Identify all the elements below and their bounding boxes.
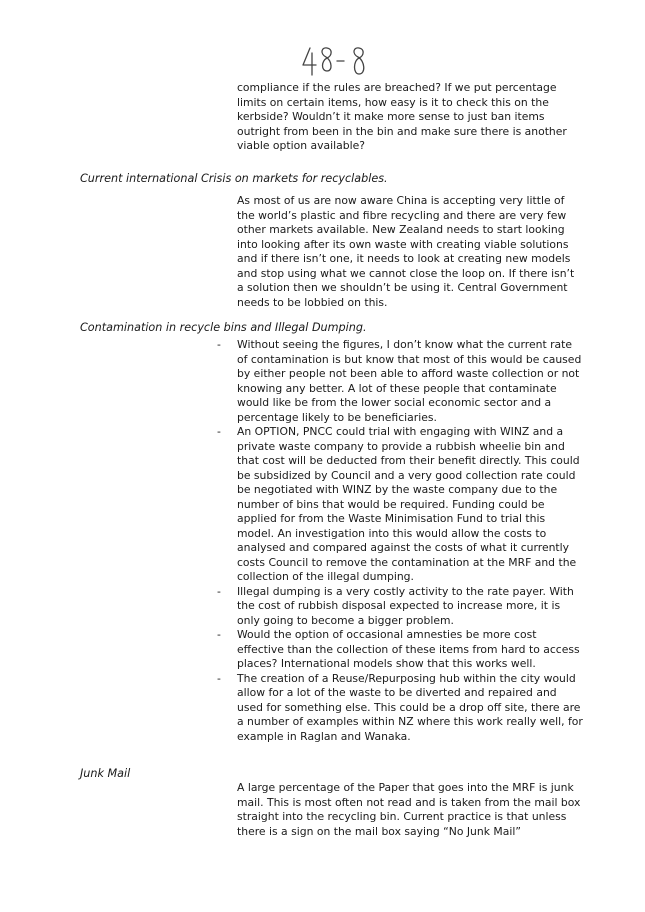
handwritten-page-number xyxy=(300,44,380,78)
intro-paragraph: compliance if the rules are breached? If we put percentage limits on certain items, how easy is it to check this on the kerbside? Wouldn’t it make more sense to just ban items outright from been in the bin and make sure there is another viable option available? xyxy=(237,81,567,152)
section-heading-crisis: Current international Crisis on markets for recyclables. xyxy=(80,172,388,185)
crisis-paragraph: As most of us are now aware China is accepting very little of the world’s plastic and fibre recycling and there are very few other markets available. New Zealand needs to start looking into looking after its own waste with creating viable solutions and if there isn’t one, it needs to look at creating new models and stop using what we cannot close the loop on. If there isn’t a solution then we shouldn’t be using it. Central Government needs to be lobbied on this. xyxy=(237,194,575,309)
bullet-dash: - xyxy=(217,671,221,685)
bullet-dash: - xyxy=(217,425,221,438)
list-item xyxy=(214,338,584,425)
section-heading-junk-mail: Junk Mail xyxy=(80,767,131,780)
bullet-dash: - xyxy=(217,584,221,598)
list-item xyxy=(214,425,584,585)
contamination-bullet-list xyxy=(214,338,584,744)
bullet-text: The creation of a Reuse/Repurposing hub within the city would allow for a lot of the waste to be diverted and repaired and used for something else. This could be a drop off site, there are a number of examples within NZ where this work really well, for example in Raglan and Wanaka. xyxy=(237,671,583,743)
bullet-text: An OPTION, PNCC could trial with engaging with WINZ and a private waste company to provide a rubbish wheelie bin and that cost will be deducted from their benefit directly. This could be subsidized by Council and a very good collection rate could be negotiated with WINZ by the waste company due to the number of bins that would be required. Funding could be applied for from the Waste Minimisation Fund to trial this model. An investigation into this would allow the costs to analysed and compared against the costs of what it currently costs Council to remove the contamination at the MRF and the collection of the illegal dumping. xyxy=(237,425,580,583)
bullet-dash: - xyxy=(217,628,221,641)
list-item xyxy=(214,585,584,629)
junk-mail-paragraph: A large percentage of the Paper that goes into the MRF is junk mail. This is most often not read and is taken from the mail box straight into the recycling bin. Current practice is that unless there is a sign on the mail box saying “No Junk Mail” xyxy=(237,781,581,838)
section-heading-contamination: Contamination in recycle bins and Illegal Dumping. xyxy=(80,321,367,334)
bullet-text: Illegal dumping is a very costly activity to the rate payer. With the cost of rubbish disposal expected to increase more, it is only going to become a bigger problem. xyxy=(237,584,574,627)
list-item xyxy=(214,628,584,672)
list-item xyxy=(214,672,584,745)
bullet-text: Would the option of occasional amnesties be more cost effective than the collection of these items from hard to access places? International models show that this works well. xyxy=(237,628,580,670)
bullet-dash: - xyxy=(217,338,221,351)
bullet-text: Without seeing the figures, I don’t know what the current rate of contamination is but know that most of this would be caused by either people not been able to afford waste collection or not knowing any better. A lot of these people that contaminate would like be from the lower social economic sector and a percentage likely to be beneficiaries. xyxy=(237,338,582,424)
